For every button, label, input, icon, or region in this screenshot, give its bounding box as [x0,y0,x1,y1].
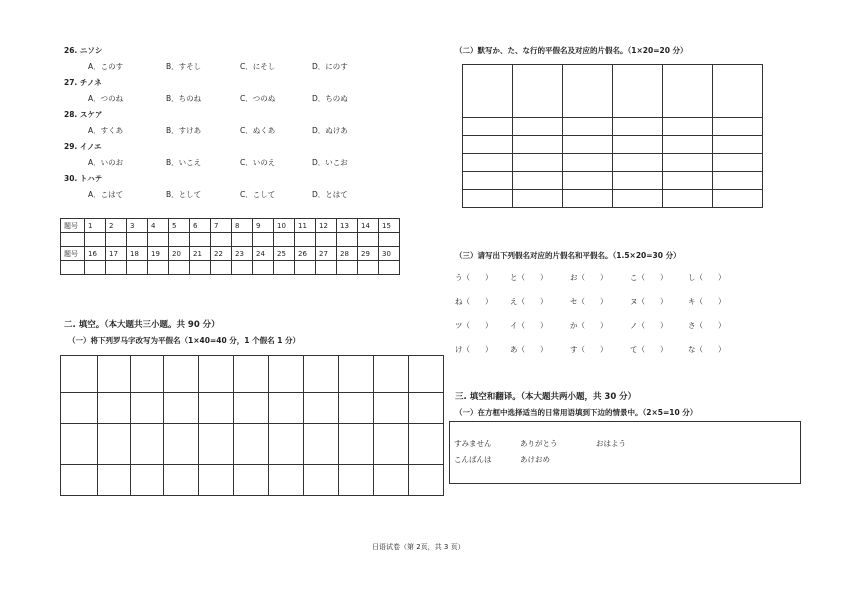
kana-item: イ（ ） [510,321,548,330]
question-option: B．として [166,190,202,199]
writing-cell[interactable] [563,154,613,172]
writing-cell[interactable] [269,424,304,465]
writing-cell[interactable] [613,154,663,172]
writing-cell[interactable] [663,154,713,172]
writing-cell[interactable] [199,393,234,424]
answer-number-row [61,219,400,233]
kana-item: キ（ ） [688,297,726,306]
writing-cell[interactable] [713,65,763,118]
answer-blank-cell[interactable] [106,233,127,247]
writing-cell[interactable] [269,356,304,393]
writing-cell[interactable] [131,424,164,465]
answer-number-cell: 18 [127,247,148,261]
word-option: ありがとう [520,439,558,448]
writing-cell[interactable] [98,465,131,496]
section3-title: 三. 填空和翻译。（本大题共两小题，共 30 分） [455,392,637,402]
word-option: こんばんは [454,455,492,464]
grid-row [463,154,763,172]
answer-number-cell: 25 [274,247,295,261]
writing-cell[interactable] [269,465,304,496]
kana-item: お（ ） [570,273,608,282]
kana-item: う（ ） [455,273,493,282]
question-option: B．すそし [166,62,202,71]
answer-blank-row [61,261,400,275]
writing-cell[interactable] [98,424,131,465]
answer-number-cell: 9 [253,219,274,233]
writing-cell[interactable] [339,465,374,496]
question-number: 26. ニソシ [64,46,103,55]
writing-cell[interactable] [613,118,663,136]
answer-number-row [61,247,400,261]
answer-blank-cell[interactable] [127,261,148,275]
answer-number-cell: 23 [232,247,253,261]
writing-cell[interactable] [374,356,409,393]
kana-item: と（ ） [510,273,548,282]
writing-cell[interactable] [269,393,304,424]
kana-item: セ（ ） [570,297,608,306]
writing-cell[interactable] [234,393,269,424]
grid-row [463,172,763,190]
answer-number-cell: 14 [358,219,379,233]
answer-number-cell: 5 [169,219,190,233]
writing-cell[interactable] [563,118,613,136]
answer-number-cell: 28 [337,247,358,261]
answer-blank-cell[interactable] [211,261,232,275]
writing-cell[interactable] [409,424,444,465]
romaji-writing-grid [60,355,444,496]
answer-number-cell: 24 [253,247,274,261]
writing-cell[interactable] [304,465,339,496]
word-option: あけおめ [520,455,550,464]
answer-blank-cell[interactable] [274,233,295,247]
answer-number-cell: 8 [232,219,253,233]
question-option: A．つのね [88,94,124,103]
writing-cell[interactable] [463,65,513,118]
writing-cell[interactable] [513,65,563,118]
grid-row [61,356,444,393]
answer-blank-cell[interactable] [61,261,85,275]
answer-blank-row [61,233,400,247]
question-option: D．にのす [312,62,348,71]
writing-cell[interactable] [374,424,409,465]
kana-item: て（ ） [630,345,668,354]
writing-cell[interactable] [663,190,713,208]
writing-cell[interactable] [613,65,663,118]
answer-blank-cell[interactable] [85,233,106,247]
answer-blank-cell[interactable] [148,261,169,275]
answer-table [60,218,400,275]
kana-item: さ（ ） [688,321,726,330]
writing-cell[interactable] [339,424,374,465]
question-option: B．すけあ [166,126,202,135]
question-option: C．いのえ [240,158,276,167]
answer-blank-cell[interactable] [106,261,127,275]
writing-cell[interactable] [563,190,613,208]
writing-cell[interactable] [463,118,513,136]
answer-number-cell: 10 [274,219,295,233]
writing-cell[interactable] [613,172,663,190]
answer-number-cell: 22 [211,247,232,261]
writing-cell[interactable] [234,465,269,496]
writing-cell[interactable] [713,118,763,136]
section2-part3-title: （三）请写出下列假名对应的片假名和平假名。（1.5×20=30 分） [455,251,681,260]
question-option: B．ちのね [166,94,202,103]
question-option: C．こして [240,190,276,199]
writing-cell[interactable] [409,393,444,424]
kana-item: ノ（ ） [630,321,668,330]
writing-cell[interactable] [409,465,444,496]
question-option: D．いこお [312,158,348,167]
writing-cell[interactable] [713,190,763,208]
writing-cell[interactable] [409,356,444,393]
kana-item: な（ ） [688,345,726,354]
question-option: C．ぬくあ [240,126,276,135]
question-number: 27. チノネ [64,78,102,87]
answer-blank-cell[interactable] [148,233,169,247]
answer-blank-cell[interactable] [61,233,85,247]
answer-number-cell: 16 [85,247,106,261]
answer-blank-cell[interactable] [169,233,190,247]
answer-number-cell: 3 [127,219,148,233]
kana-item: ね（ ） [455,297,493,306]
grid-row [463,136,763,154]
answer-blank-cell[interactable] [232,233,253,247]
answer-blank-cell[interactable] [274,261,295,275]
writing-cell[interactable] [713,172,763,190]
writing-cell[interactable] [663,172,713,190]
grid-row [463,190,763,208]
answer-blank-cell[interactable] [379,233,400,247]
writing-cell[interactable] [713,136,763,154]
kana-item: か（ ） [570,321,608,330]
question-option: D．とはて [312,190,348,199]
kana-item: す（ ） [570,345,608,354]
writing-cell[interactable] [61,356,98,393]
answer-number-cell: 27 [316,247,337,261]
kana-writing-grid [462,64,763,208]
writing-cell[interactable] [463,136,513,154]
word-option: おはよう [596,439,626,448]
writing-cell[interactable] [513,172,563,190]
writing-cell[interactable] [374,465,409,496]
question-number: 30. トハテ [64,174,103,183]
writing-cell[interactable] [513,154,563,172]
answer-blank-cell[interactable] [358,261,379,275]
grid-row [463,118,763,136]
writing-cell[interactable] [613,136,663,154]
answer-number-cell: 6 [190,219,211,233]
writing-cell[interactable] [463,154,513,172]
writing-cell[interactable] [563,136,613,154]
kana-item: え（ ） [510,297,548,306]
section3-part1-title: （一）在方框中选择适当的日常用语填到下边的情景中。（2×5=10 分） [455,408,698,417]
section2-part2-title: （二）默写か、た、な行的平假名及对应的片假名。（1×20=20 分） [455,46,688,55]
answer-blank-cell[interactable] [190,233,211,247]
writing-cell[interactable] [131,356,164,393]
writing-cell[interactable] [234,424,269,465]
writing-cell[interactable] [663,65,713,118]
answer-blank-cell[interactable] [253,261,274,275]
writing-cell[interactable] [131,393,164,424]
writing-cell[interactable] [339,393,374,424]
section2-title: 二. 填空。（本大题共三小题。共 90 分） [64,320,220,330]
question-option: D．ちのぬ [312,94,348,103]
answer-blank-cell[interactable] [169,261,190,275]
question-option: A．すくあ [88,126,124,135]
answer-blank-cell[interactable] [316,261,337,275]
writing-cell[interactable] [513,190,563,208]
answer-number-cell: 19 [148,247,169,261]
writing-cell[interactable] [613,190,663,208]
question-option: A．このす [88,62,124,71]
writing-cell[interactable] [513,136,563,154]
section2-part1-title: （一）将下列罗马字改写为平假名（1×40=40 分，1 个假名 1 分） [68,336,301,345]
writing-cell[interactable] [713,154,763,172]
grid-row [61,465,444,496]
writing-cell[interactable] [563,172,613,190]
writing-cell[interactable] [98,393,131,424]
answer-number-cell: 1 [85,219,106,233]
writing-cell[interactable] [61,424,98,465]
answer-blank-cell[interactable] [358,233,379,247]
kana-item: ヌ（ ） [630,297,668,306]
grid-row [61,424,444,465]
answer-blank-cell[interactable] [232,261,253,275]
writing-cell[interactable] [164,356,199,393]
writing-cell[interactable] [663,118,713,136]
answer-blank-cell[interactable] [379,261,400,275]
answer-number-cell: 4 [148,219,169,233]
answer-blank-cell[interactable] [127,233,148,247]
answer-number-cell: 29 [358,247,379,261]
kana-item: こ（ ） [630,273,668,282]
kana-item: あ（ ） [510,345,548,354]
answer-blank-cell[interactable] [337,261,358,275]
writing-cell[interactable] [563,65,613,118]
writing-cell[interactable] [199,424,234,465]
answer-number-cell: 11 [295,219,316,233]
question-option: A．いのお [88,158,124,167]
answer-number-cell: 26 [295,247,316,261]
question-option: C．にそし [240,62,276,71]
answer-blank-cell[interactable] [253,233,274,247]
writing-cell[interactable] [663,136,713,154]
question-option: A．こはて [88,190,124,199]
answer-blank-cell[interactable] [295,233,316,247]
question-number: 29. イノエ [64,142,102,151]
writing-cell[interactable] [164,424,199,465]
word-choice-box [449,421,801,484]
answer-header-cell: 题号 [61,247,85,261]
writing-cell[interactable] [304,424,339,465]
writing-cell[interactable] [61,393,98,424]
answer-number-cell: 30 [379,247,400,261]
writing-cell[interactable] [463,190,513,208]
writing-cell[interactable] [164,465,199,496]
writing-cell[interactable] [199,356,234,393]
kana-item: ツ（ ） [455,321,493,330]
answer-blank-cell[interactable] [337,233,358,247]
question-option: D．ぬけあ [312,126,348,135]
answer-header-cell: 题号 [61,219,85,233]
writing-cell[interactable] [98,356,131,393]
answer-number-cell: 12 [316,219,337,233]
answer-blank-cell[interactable] [295,261,316,275]
question-number: 28. スケア [64,110,103,119]
writing-cell[interactable] [513,118,563,136]
answer-number-cell: 7 [211,219,232,233]
kana-item: け（ ） [455,345,493,354]
writing-cell[interactable] [164,393,199,424]
answer-blank-cell[interactable] [211,233,232,247]
writing-cell[interactable] [199,465,234,496]
answer-number-cell: 17 [106,247,127,261]
writing-cell[interactable] [463,172,513,190]
writing-cell[interactable] [339,356,374,393]
question-option: C．つのぬ [240,94,276,103]
writing-cell[interactable] [304,393,339,424]
writing-cell[interactable] [304,356,339,393]
answer-number-cell: 20 [169,247,190,261]
answer-number-cell: 21 [190,247,211,261]
writing-cell[interactable] [61,465,98,496]
writing-cell[interactable] [234,356,269,393]
kana-item: し（ ） [688,273,726,282]
grid-row [463,65,763,118]
page-footer: 日语试卷（第 2页，共 3 页） [372,543,465,551]
answer-blank-cell[interactable] [190,261,211,275]
answer-number-cell: 15 [379,219,400,233]
question-option: B．いこえ [166,158,202,167]
grid-row [61,393,444,424]
writing-cell[interactable] [374,393,409,424]
answer-number-cell: 2 [106,219,127,233]
writing-cell[interactable] [131,465,164,496]
answer-blank-cell[interactable] [85,261,106,275]
answer-number-cell: 13 [337,219,358,233]
answer-blank-cell[interactable] [316,233,337,247]
word-option: すみません [454,439,492,448]
